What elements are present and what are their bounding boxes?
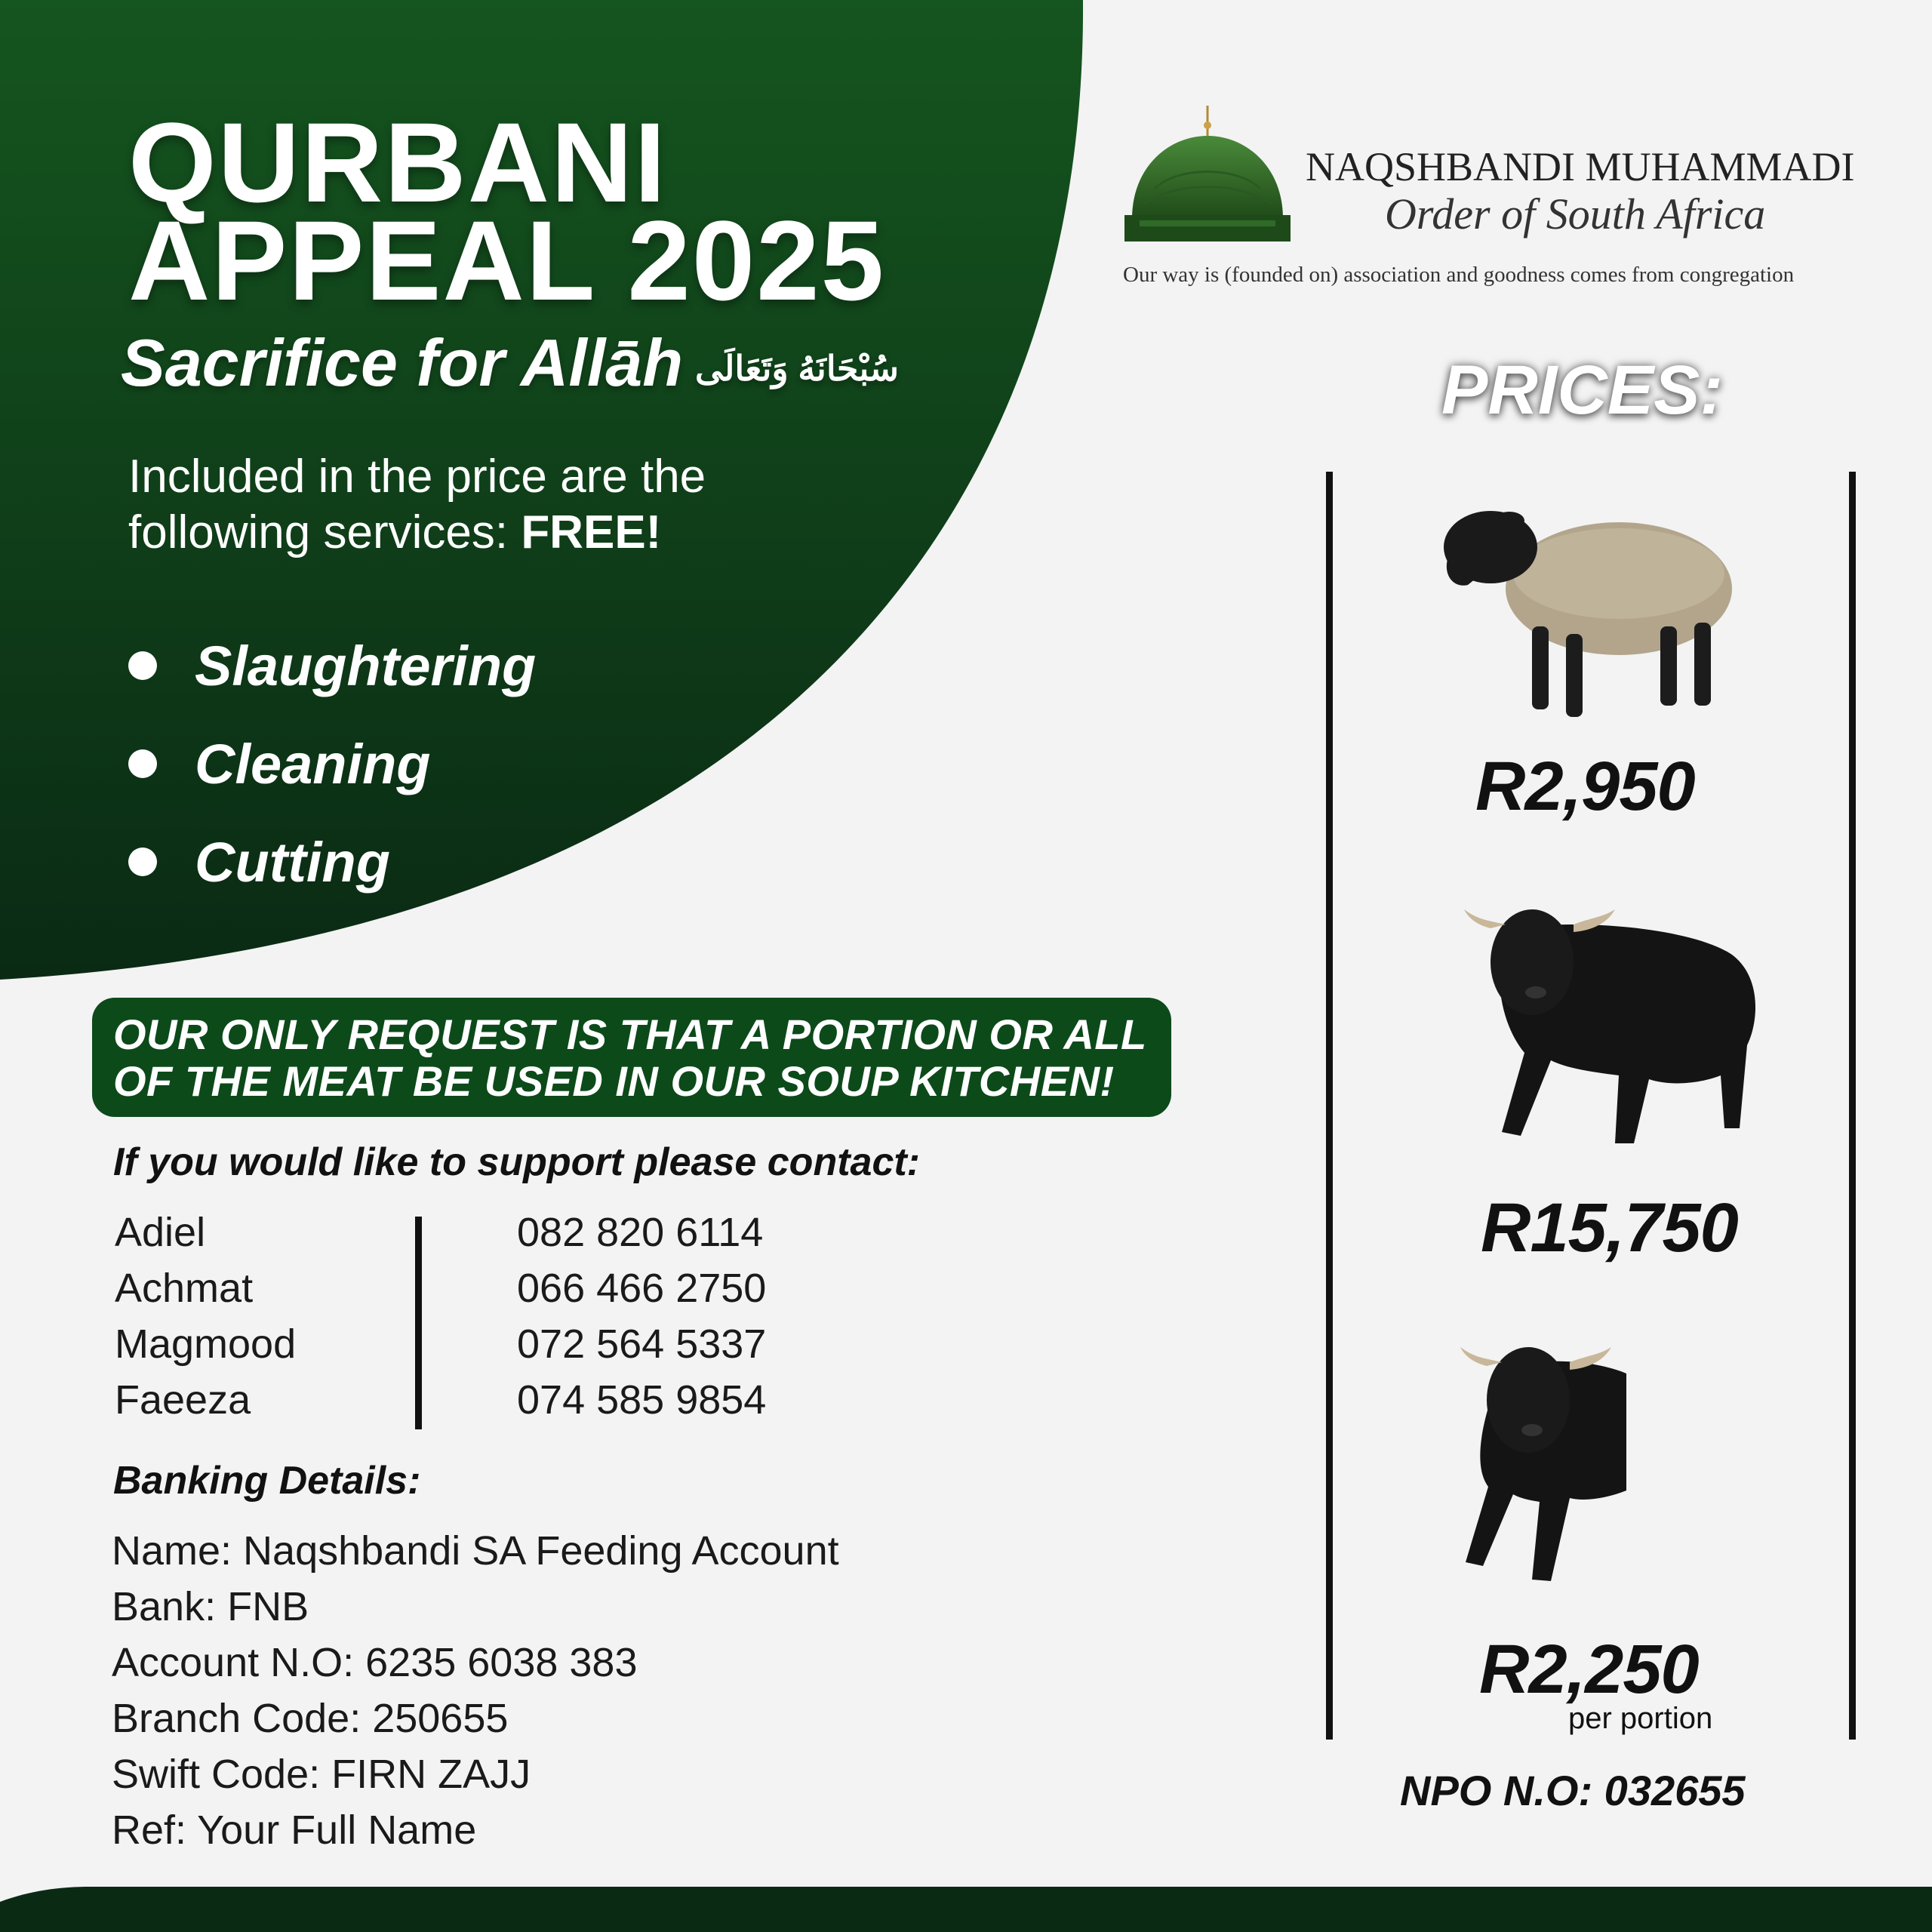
bull-portion-icon (1457, 1340, 1626, 1589)
contact-name: Adiel (115, 1210, 206, 1255)
bullet-icon (128, 749, 157, 778)
contact-phone[interactable]: 082 820 6114 (517, 1210, 764, 1255)
contact-phone[interactable]: 074 585 9854 (517, 1377, 767, 1423)
banking-line: Branch Code: 250655 (112, 1696, 509, 1741)
organization-tagline: Our way is (founded on) association and goodness comes from congregation (1123, 263, 1795, 287)
banking-line: Ref: Your Full Name (112, 1807, 477, 1853)
banking-line: Bank: FNB (112, 1584, 309, 1629)
intro-sentence: Included in the price are the following services: (128, 451, 706, 558)
organization-name: NAQSHBANDI MUHAMMADI (1306, 144, 1855, 189)
bullet-icon (128, 651, 157, 680)
request-line-2: OF THE MEAT BE USED IN OUR SOUP KITCHEN! (113, 1057, 1115, 1105)
price-portion: R2,250 (1479, 1631, 1699, 1708)
subtitle-text: Sacrifice for Allāh (121, 325, 683, 400)
bullet-icon (128, 848, 157, 876)
banking-heading: Banking Details: (113, 1459, 421, 1503)
support-heading: If you would like to support please contact: (113, 1140, 920, 1184)
service-item (128, 634, 536, 698)
title-line-2: APPEAL 2025 (128, 197, 886, 324)
request-line-1: OUR ONLY REQUEST IS THAT A PORTION OR ALL (113, 1011, 1147, 1058)
banking-line: Name: Naqshbandi SA Feeding Account (112, 1528, 839, 1574)
service-label: Cleaning (195, 733, 431, 795)
service-label: Cutting (195, 831, 390, 894)
prices-heading: PRICES: (1441, 352, 1724, 429)
sheep-icon (1434, 491, 1743, 732)
price-bull: R15,750 (1481, 1189, 1738, 1266)
contact-phone[interactable]: 072 564 5337 (517, 1321, 767, 1367)
price-column-left-border (1326, 472, 1333, 1740)
contact-name: Faeeza (115, 1377, 251, 1423)
green-dome-logo-icon (1124, 106, 1291, 242)
service-item (128, 830, 390, 894)
contact-name: Magmood (115, 1321, 297, 1367)
price-portion-note: per portion (1568, 1702, 1713, 1735)
price-column-right-border (1849, 472, 1856, 1740)
contact-name: Achmat (115, 1266, 254, 1311)
subtitle (121, 325, 899, 401)
title-line-1: QURBANI (128, 99, 667, 226)
contact-phone[interactable]: 066 466 2750 (517, 1266, 767, 1311)
service-item (128, 732, 430, 796)
price-sheep: R2,950 (1475, 748, 1695, 825)
intro-emphasis: FREE! (521, 506, 662, 558)
contact-divider (415, 1217, 422, 1429)
service-label: Slaughtering (195, 635, 537, 697)
footer-band (0, 1887, 1932, 1932)
banking-line: Account N.O: 6235 6038 383 (112, 1640, 638, 1685)
organization-subname: Order of South Africa (1385, 189, 1766, 238)
bull-icon (1460, 902, 1770, 1151)
npo-number: NPO N.O: 032655 (1400, 1767, 1746, 1814)
banking-line: Swift Code: FIRN ZAJJ (112, 1752, 531, 1797)
honorific-calligraphy: سُبْحَانَهُ وَتَعَالَى (695, 348, 899, 388)
intro-text (128, 449, 808, 561)
